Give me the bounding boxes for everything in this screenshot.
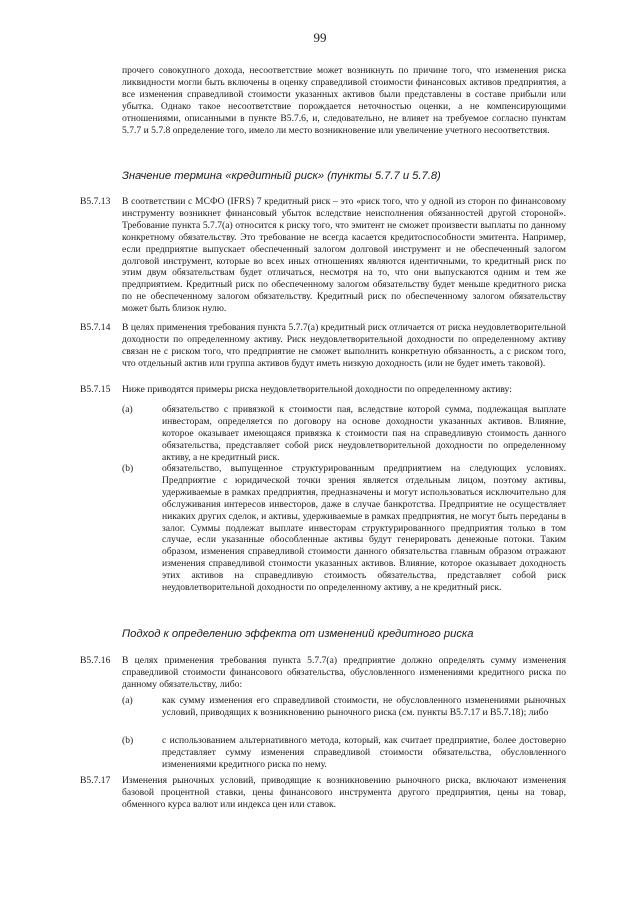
paragraph-b5715: Ниже приводятся примеры риска неудовлетворительной доходности по определенному активу: bbox=[122, 384, 512, 395]
list-item-label: (a) bbox=[122, 695, 133, 706]
list-item-text: обязательство с привязкой к стоимости пая, вследствие которой сумма, подлежащая выплате инвесторам, определяется по договору на основе доходности указанных активов. Влияние, которое оказывает имеющаяся привязка к стоимости пая на справедливую стоимость данного обязательства, представляет собой риск неудовлетворительной доходности по определенному активу, а не кредитный риск. bbox=[162, 404, 566, 463]
paragraph-number-b5713: B5.7.13 bbox=[80, 196, 111, 207]
list-item-text: обязательство, выпущенное структурированным предприятием на следующих условиях. Предприятие с юридической точки зрения является отдельным лицом, поэтому активы, удерживаемые в рамках предприятия, предназначены и могут использоваться исключительно для обслуживания интересов инвесторов, даже в случае банкротства. Предприятие не осуществляет никаких других сделок, и активы, удерживаемые в рамках предприятия, не могут быть переданы в залог. Суммы подлежат выплате инвесторам структурированного предприятия только в том случае, если указанные обособленные активы будут генерировать денежные потоки. Таким образом, изменения справедливой стоимости данного обязательства главным образом отражают изменения справедливой стоимости указанных активов. Влияние, которое оказывает доходность этих активов на справедливую стоимость обязательства, представляет собой риск неудовлетворительной доходности по определенному активу, а не кредитный риск. bbox=[162, 463, 566, 594]
paragraph-b5714: В целях применения требования пункта 5.7.7(a) кредитный риск отличается от риска неудовлетворительной доходности по определенному активу. Риск неудовлетворительной доходности по определенному активу связан не с риском того, что предприятие не сможет выполнить конкретную обязанность, а с риском того, что отдельный актив или группа активов будут иметь низкую доходность (или не будет иметь таковой). bbox=[122, 322, 566, 369]
paragraph-b5717: Изменения рыночных условий, приводящие к возникновению рыночного риска, включают изменения базовой процентной ставки, цены финансового инструмента другого предприятия, цены на товар, обменного курса валют или индекса цен или ставок. bbox=[122, 775, 566, 810]
paragraph-number-b5715: B5.7.15 bbox=[80, 384, 111, 395]
list-item-text: с использованием альтернативного метода, который, как считает предприятие, более достоверно представляет сумму изменения справедливой стоимости обязательства, обусловленного изменениями кредитного риска по нему. bbox=[162, 735, 566, 770]
page-number: 99 bbox=[313, 30, 327, 45]
paragraph-number-b5716: B5.7.16 bbox=[80, 655, 111, 666]
intro-paragraph: прочего совокупного дохода, несоответствие может возникнуть по причине того, что изменения риска ликвидности могли быть включены в оценку справедливой стоимости финансовых активов предприятия, а все изменения справедливой стоимости указанных активов были представлены в составе прибыли или убытка. Однако такое несоответствие порождается неточностью оценки, а не компенсирующими отношениями, описанными в пункте B5.7.6, и, следовательно, не влияет на требуемое согласно пунктам 5.7.7 и 5.7.8 определение того, имело ли место возникновение или увеличение учетного несоответствия. bbox=[122, 65, 566, 136]
paragraph-number-b5717: B5.7.17 bbox=[80, 775, 111, 786]
list-item-label: (b) bbox=[122, 463, 134, 474]
paragraph-number-b5714: B5.7.14 bbox=[80, 322, 111, 333]
list-item-label: (b) bbox=[122, 735, 134, 746]
section-heading-approach: Подход к определению эффекта от изменений кредитного риска bbox=[122, 628, 474, 640]
section-heading-credit-risk: Значение термина «кредитный риск» (пункты 5.7.7 и 5.7.8) bbox=[122, 170, 441, 182]
list-item-label: (a) bbox=[122, 404, 133, 415]
paragraph-b5713: В соответствии с МСФО (IFRS) 7 кредитный риск – это «риск того, что у одной из сторон по финансовому инструменту возникнет финансовый убыток вследствие неисполнения обязанностей другой стороной». Требование пункта 5.7.7(a) относится к риску того, что эмитент не сможет произвести выплаты по данному конкретному обязательству. Это требование не всегда касается кредитоспособности эмитента. Например, если предприятие выпускает обеспеченный залогом долговой инструмент и не обеспеченный залогом долговой инструмент, которые во всех иных отношениях являются идентичными, то кредитный риск по этим двум обязательствам будет отличаться, несмотря на то, что они выпускаются одним и тем же предприятием. Кредитный риск по обеспеченному залогом обязательству будет меньше кредитного риска по не обеспеченному залогом обязательству. Кредитный риск по обеспеченному залогом обязательству может быть близок нулю. bbox=[122, 196, 566, 315]
list-item-text: как сумму изменения его справедливой стоимости, не обусловленного изменениями рыночных условий, приводящих к возникновению рыночного риска (см. пункты B5.7.17 и B5.7.18); либо bbox=[162, 695, 566, 718]
paragraph-b5716: В целях применения требования пункта 5.7.7(a) предприятие должно определять сумму изменения справедливой стоимости финансового обязательства, обусловленного изменениями кредитного риска по данному обязательству, либо: bbox=[122, 655, 566, 690]
